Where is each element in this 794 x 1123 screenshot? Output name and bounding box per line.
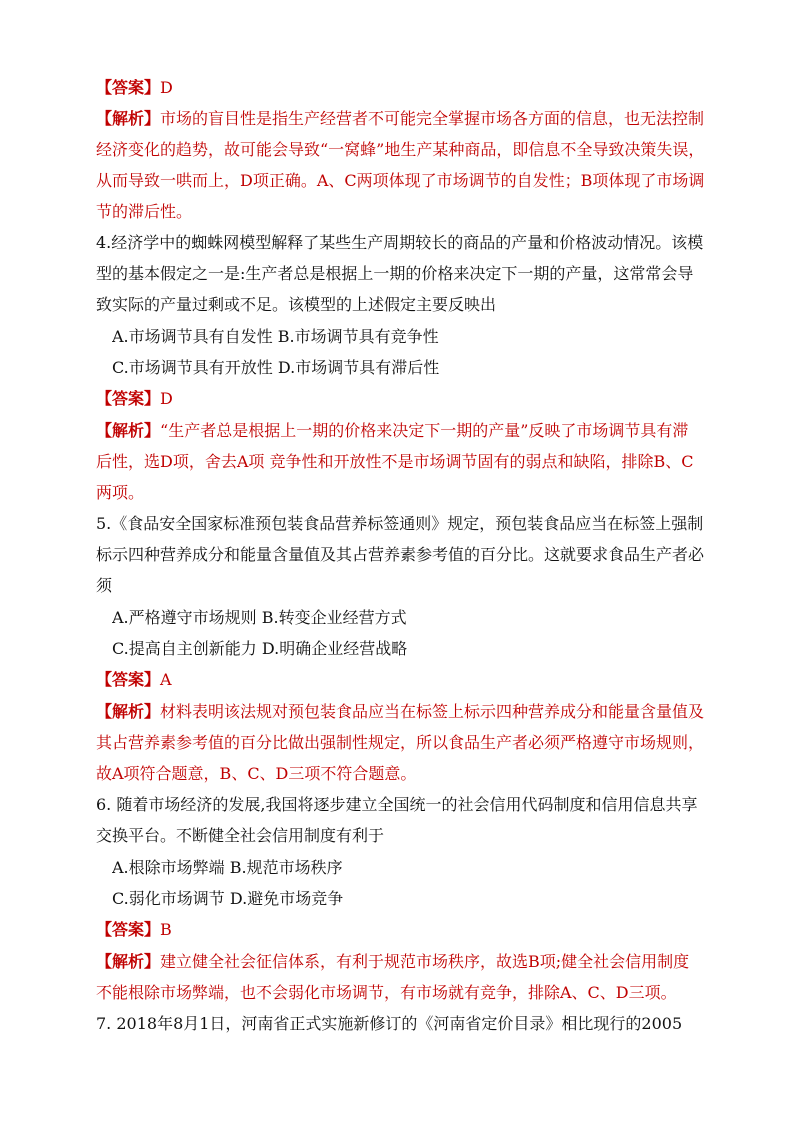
answer-label: 【答案】 — [96, 920, 161, 939]
analysis-text: 两项。 — [96, 483, 145, 502]
analysis-text: 后性，选D项，舍去A项 竞争性和开放性不是市场调节固有的弱点和缺陷，排除B、C — [96, 452, 694, 471]
question-options: C.弱化市场调节 D.避免市场竞争 — [112, 889, 344, 908]
analysis-line — [96, 702, 706, 722]
answer-label: 【答案】 — [96, 670, 161, 689]
analysis-label: 【解析】 — [96, 421, 161, 440]
answer-line — [96, 920, 706, 940]
analysis-text: 材料表明该法规对预包装食品应当在标签上标示四种营养成分和能量含量值及 — [160, 702, 705, 721]
answer-value: D — [160, 78, 173, 97]
analysis-text: 市场的盲目性是指生产经营者不可能完全掌握市场各方面的信息，也无法控制 — [160, 109, 705, 128]
question-stem: 7. 2018年8月1日，河南省正式实施新修订的《河南省定价目录》相比现行的2005 — [96, 1014, 683, 1033]
question-stem: 5.《食品安全国家标准预包装食品营养标签通则》规定，预包装食品应当在标签上强制 — [96, 514, 704, 533]
question-options: C.市场调节具有开放性 D.市场调节具有滞后性 — [112, 358, 440, 377]
question-options: A.根除市场弊端 B.规范市场秩序 — [112, 858, 343, 877]
question-stem: 致实际的产量过剩或不足。该模型的上述假定主要反映出 — [96, 295, 497, 314]
answer-value: D — [160, 389, 173, 408]
analysis-text: 建立健全社会征信体系，有利于规范市场秩序，故选B项;健全社会信用制度 — [160, 952, 690, 971]
answer-line — [96, 670, 706, 690]
analysis-text: 经济变化的趋势，故可能会导致“一窝蜂”地生产某种商品，即信息不全导致决策失误， — [96, 140, 705, 159]
analysis-line — [96, 952, 706, 972]
answer-label: 【答案】 — [96, 78, 161, 97]
analysis-label: 【解析】 — [96, 702, 161, 721]
analysis-text: 不能根除市场弊端，也不会弱化市场调节，有市场就有竞争，排除A、C、D三项。 — [96, 983, 677, 1002]
question-options: C.提高自主创新能力 D.明确企业经营战略 — [112, 639, 408, 658]
analysis-label: 【解析】 — [96, 952, 161, 971]
question-options: A.严格遵守市场规则 B.转变企业经营方式 — [112, 608, 407, 627]
question-stem: 型的基本假定之一是:生产者总是根据上一期的价格来决定下一期的产量，这常常会导 — [96, 264, 694, 283]
question-stem: 交换平台。不断健全社会信用制度有利于 — [96, 826, 385, 845]
question-stem: 须 — [96, 576, 113, 595]
question-stem: 标示四种营养成分和能量含量值及其占营养素参考值的百分比。这就要求食品生产者必 — [96, 545, 705, 564]
analysis-text: 从而导致一哄而上，D项正确。A、C两项体现了市场调节的自发性；B项体现了市场调 — [96, 171, 705, 190]
question-stem: 6. 随着市场经济的发展,我国将逐步建立全国统一的社会信用代码制度和信用信息共享 — [96, 795, 698, 814]
question-options: A.市场调节具有自发性 B.市场调节具有竞争性 — [112, 327, 439, 346]
question-stem: 4.经济学中的蜘蛛网模型解释了某些生产周期较长的商品的产量和价格波动情况。该模 — [96, 233, 704, 252]
analysis-line — [96, 421, 706, 441]
answer-line — [96, 78, 706, 98]
analysis-line — [96, 109, 706, 129]
analysis-text: 故A项符合题意，B、C、D三项不符合题意。 — [96, 764, 417, 783]
answer-label: 【答案】 — [96, 389, 161, 408]
answer-value: A — [160, 670, 172, 689]
analysis-text: 节的滞后性。 — [96, 202, 193, 221]
answer-value: B — [160, 920, 172, 939]
analysis-text: “生产者总是根据上一期的价格来决定下一期的产量”反映了市场调节具有滞 — [160, 421, 689, 440]
analysis-text: 其占营养素参考值的百分比做出强制性规定，所以食品生产者必须严格遵守市场规则， — [96, 733, 705, 752]
answer-line — [96, 389, 706, 409]
analysis-label: 【解析】 — [96, 109, 161, 128]
